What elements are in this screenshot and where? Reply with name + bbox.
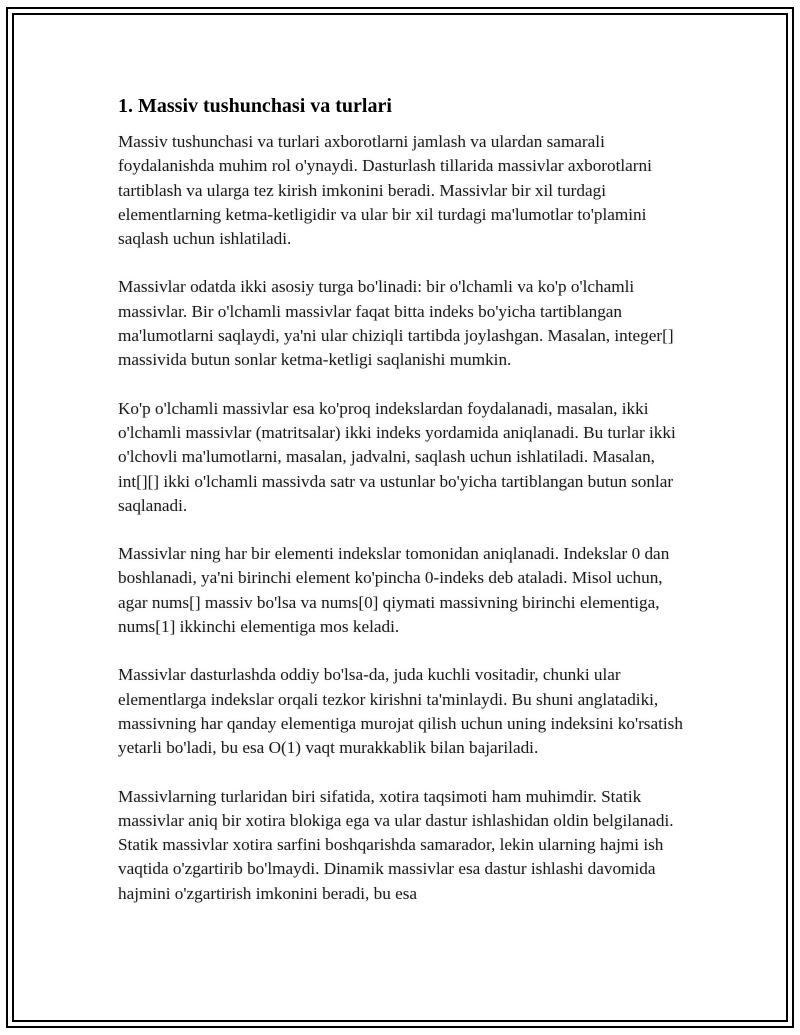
document-body <box>118 92 688 930</box>
paragraph-memory: Massivlarning turlaridan biri sifatida, xotira taqsimoti ham muhimdir. Statik massivlar aniq bir xotira blokiga ega va ular dastur ishlashidan oldin belgilanadi. Statik massivlar xotira sarfini boshqarishda samarador, lekin ularning hajmi ish vaqtida o'zgartirib bo'lmaydi. Dinamik massivlar esa dastur ishlashi davomida hajmini o'zgartirish imkonini beradi, bu esa <box>118 786 674 903</box>
paragraph-multidimensional: Ko'p o'lchamli massivlar esa ko'proq indekslardan foydalanadi, masalan, ikki o'lchamli massivlar (matritsalar) ikki indeks yordamida aniqlanadi. Bu turlar ikki o'lchovli ma'lumotlarni, masalan, jadvalni, saqlash uchun ishlatiladi. Masalan, int[][] ikki o'lchamli massivda satr va ustunlar bo'yicha tartiblangan butun sonlar saqlanadi. <box>118 398 676 515</box>
paragraph-intro: Massiv tushunchasi va turlari axborotlarni jamlash va ulardan samarali foydalanishda muhim rol o'ynaydi. Dasturlash tillarida massivlar axborotlarni tartiblash va ularga tez kirish imkonini beradi. Massivlar bir xil turdagi elementlarning ketma-ketligidir va ular bir xil turdagi ma'lumotlar to'plamini saqlash uchun ishlatiladi. <box>118 132 652 249</box>
section-heading: 1. Massiv tushunchasi va turlari <box>118 95 392 117</box>
paragraph-indexing: Massivlar ning har bir elementi indekslar tomonidan aniqlanadi. Indekslar 0 dan boshlanadi, ya'ni birinchi element ko'pincha 0-indeks deb ataladi. Misol uchun, agar nums[] massiv bo'lsa va nums[0] qiymati massivning birinchi elementiga, nums[1] ikkinchi elementiga mos keladi. <box>118 544 670 637</box>
paragraph-types: Massivlar odatda ikki asosiy turga bo'linadi: bir o'lchamli va ko'p o'lchamli massivlar. Bir o'lchamli massivlar faqat bitta indeks bo'yicha tartiblangan ma'lumotlarni saqlaydi, ya'ni ular chiziqli tartibda joylashgan. Masalan, integer[] massivida butun sonlar ketma-ketligi saqlanishi mumkin. <box>118 277 674 370</box>
paragraph-access-speed: Massivlar dasturlashda oddiy bo'lsa-da, juda kuchli vositadir, chunki ular elementlarga indekslar orqali tezkor kirishni ta'minlaydi. Bu shuni anglatadiki, massivning har qanday elementiga murojat qilish uchun uning indeksini ko'rsatish yetarli bo'ladi, bu esa O(1) vaqt murakkablik bilan bajariladi. <box>118 665 683 758</box>
